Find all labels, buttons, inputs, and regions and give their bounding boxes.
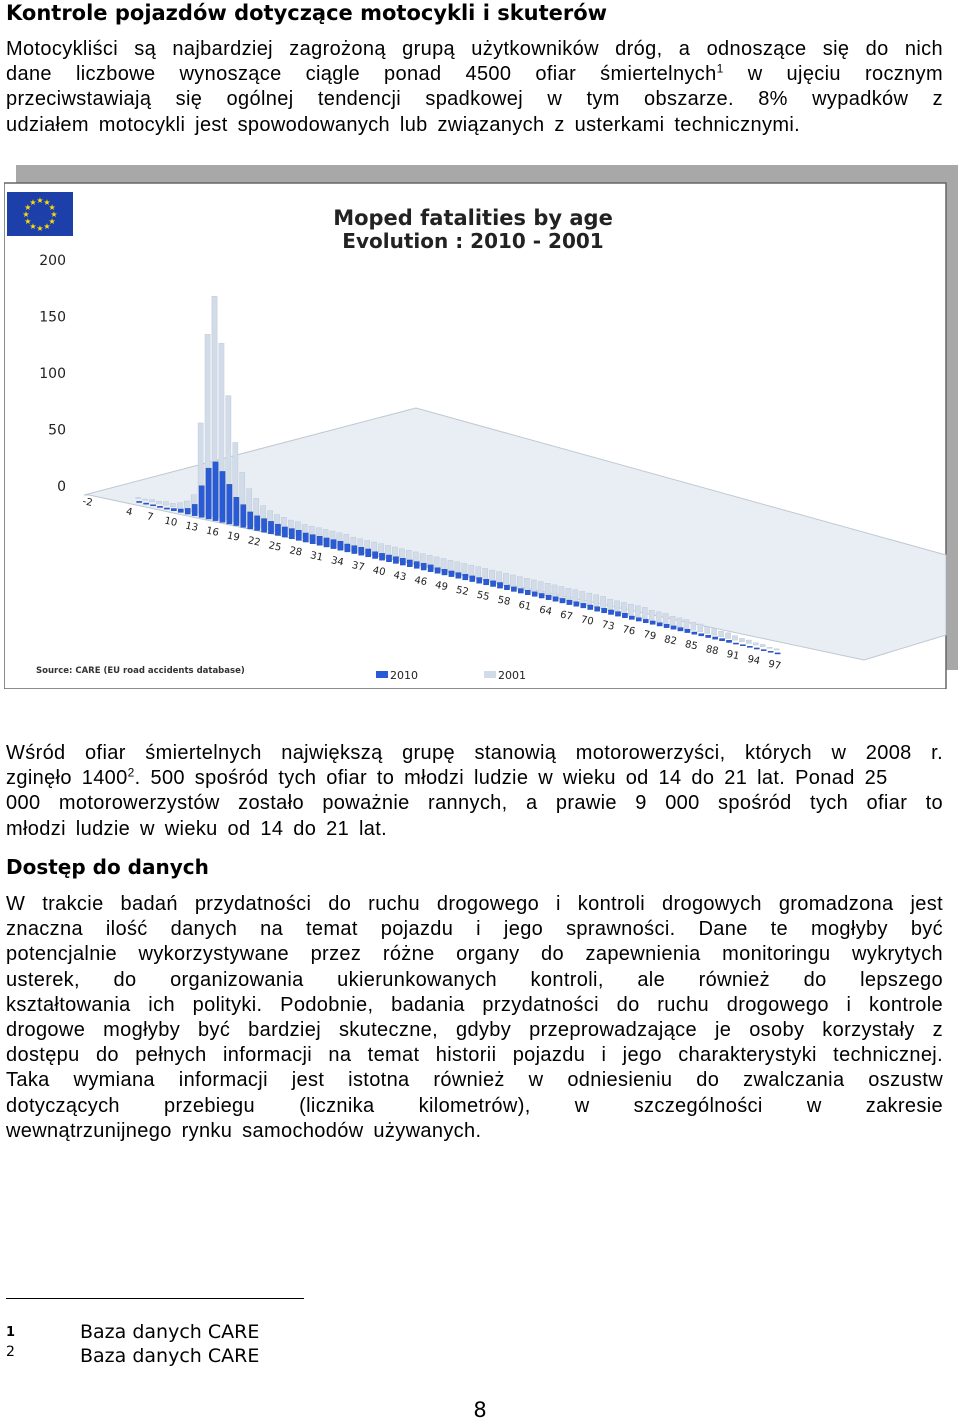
bar-2010: [345, 544, 350, 552]
bar-2010: [171, 508, 176, 510]
bar-2010: [664, 624, 669, 627]
bar-2010: [553, 597, 558, 602]
bar-2010: [546, 595, 551, 600]
bar-2001: [732, 636, 737, 641]
bar-2010: [164, 508, 169, 509]
bar-2010: [463, 574, 468, 580]
bar-2001: [545, 583, 550, 595]
bar-2010: [740, 645, 745, 646]
x-tick-label: 55: [475, 589, 491, 604]
bar-2010: [490, 581, 495, 587]
bar-2010: [470, 576, 475, 582]
bar-2001: [621, 602, 626, 613]
y-tick-label: 150: [39, 309, 66, 326]
eu-star: ★: [24, 203, 32, 212]
eu-star: ★: [24, 217, 32, 226]
bar-2010: [747, 646, 752, 647]
eu-star: ★: [43, 222, 51, 232]
x-tick-label: 67: [558, 609, 574, 623]
bar-2010: [636, 618, 641, 621]
bar-2010: [366, 549, 371, 557]
bar-2010: [511, 587, 516, 592]
bar-2001: [483, 568, 488, 580]
bar-2001: [649, 610, 654, 620]
text-line: przeciwstawiają się ogólnej tendencji spadkowej w tym obszarze. 8% wypadków z: [6, 88, 943, 111]
bar-2010: [352, 546, 357, 554]
bar-2010: [560, 598, 565, 603]
bar-2010: [504, 585, 509, 590]
bar-2010: [296, 530, 301, 540]
x-tick-label: 64: [538, 604, 553, 618]
bar-2001: [712, 628, 717, 635]
x-tick-label: 37: [350, 560, 366, 574]
bar-2010: [268, 521, 273, 533]
bar-2010: [608, 610, 613, 615]
bar-2001: [760, 644, 765, 646]
bar-2001: [524, 578, 529, 590]
x-tick-label: 4: [124, 506, 134, 519]
bar-2010: [602, 608, 607, 613]
bar-2010: [178, 509, 183, 512]
bar-2001: [587, 593, 592, 605]
x-tick-label: 61: [517, 599, 533, 613]
x-tick-label: 97: [767, 658, 782, 673]
eu-star: ★: [36, 224, 44, 233]
x-tick-label: 10: [163, 515, 179, 530]
bar-2001: [455, 562, 460, 574]
x-tick-label: 88: [704, 644, 720, 658]
data-access-paragraph: [6, 892, 943, 1144]
bar-2001: [614, 601, 619, 612]
x-tick-label: 16: [205, 525, 220, 539]
x-tick-label: 91: [725, 648, 741, 663]
bar-2001: [462, 563, 467, 575]
intro-paragraph: [6, 37, 943, 138]
bar-2010: [539, 594, 544, 599]
bar-2010: [525, 590, 530, 595]
page-title: Kontrole pojazdów dotyczące motocykli i skuterów: [6, 1, 608, 25]
bar-2010: [137, 501, 142, 502]
bar-2010: [484, 579, 489, 585]
x-tick-label: 70: [579, 614, 595, 628]
bar-2010: [477, 578, 482, 584]
bar-2010: [456, 573, 461, 579]
eu-star: ★: [29, 222, 37, 232]
x-tick-label: -2: [81, 496, 94, 509]
bar-2001: [601, 596, 606, 608]
bar-2010: [199, 486, 204, 518]
bar-2001: [753, 643, 758, 645]
bar-2010: [449, 571, 454, 577]
bar-2001: [538, 582, 543, 594]
bar-2010: [518, 589, 523, 594]
section-heading: Dostęp do danych: [6, 855, 209, 879]
legend-label-2010: 2010: [390, 669, 418, 682]
bar-2010: [386, 555, 391, 562]
bar-2010: [324, 538, 329, 547]
text-line: usterek, do organizowania ukierunkowanych kontroli, ale również do lepszego: [6, 968, 943, 991]
bar-2001: [705, 627, 710, 634]
bar-2010: [282, 527, 287, 537]
bar-2001: [573, 590, 578, 602]
bar-2001: [496, 572, 501, 584]
bar-2001: [656, 612, 661, 622]
text-line: drogowe mogłyby być bardziej skuteczne, gdyby przeprowadzające je osoby korzystały z: [6, 1019, 943, 1042]
bar-2010: [671, 626, 676, 629]
bar-2010: [261, 519, 266, 533]
text-line: dostępu do pełnych informacji na temat historii pojazdu i jego charakterystyki technicznej.: [6, 1044, 943, 1067]
bar-2001: [476, 567, 481, 579]
bar-2010: [317, 536, 322, 545]
page-number: 8: [473, 1398, 487, 1422]
chart-subtitle: Evolution : 2010 - 2001: [342, 229, 604, 253]
x-tick-label: 34: [329, 555, 345, 569]
bar-2010: [532, 592, 537, 597]
bar-2010: [373, 552, 378, 559]
footnote-ref: 1: [716, 61, 724, 76]
text-line: 000 motorowerzystów zostało poważnie rannych, a prawie 9 000 spośród tych ofiar to: [6, 792, 943, 815]
text-line: W trakcie badań przydatności do ruchu drogowego i kontroli drogowych gromadzona jest: [6, 893, 943, 915]
bar-2010: [289, 529, 294, 539]
bar-2010: [706, 635, 711, 637]
text-line: znaczna ilość danych na temat pojazdu i jego sprawności. Dane te mogłyby być: [6, 918, 943, 941]
footnote-text: Baza danych CARE: [80, 1321, 260, 1343]
bar-2010: [497, 582, 502, 588]
bar-2001: [156, 501, 161, 503]
bar-2010: [234, 497, 239, 525]
text-line: potencjalnie wykorzystywane przez różne organy do zapewnienia monitoringu wykrytych: [6, 943, 943, 966]
bar-2010: [615, 612, 620, 617]
bar-2001: [559, 587, 564, 599]
bar-2010: [678, 628, 683, 631]
bar-2001: [746, 640, 751, 643]
bar-2010: [393, 557, 398, 564]
text-line: Motocykliści są najbardziej zagrożoną grupą użytkowników dróg, a odnoszące się do nich: [6, 38, 943, 60]
bar-2010: [241, 505, 246, 528]
bar-2001: [677, 618, 682, 627]
bar-2010: [248, 512, 253, 529]
text-line: dotyczących przebiegu (licznika kilometrów), w szczególności w zakresie: [6, 1094, 943, 1117]
chart-source: Source: CARE (EU road accidents database): [36, 666, 245, 676]
bar-2010: [421, 563, 426, 570]
bar-2010: [303, 533, 308, 542]
x-tick-label: 31: [309, 550, 324, 564]
bar-2001: [594, 595, 599, 607]
bar-2001: [767, 647, 772, 648]
bar-2001: [635, 606, 640, 617]
x-tick-label: 22: [246, 535, 262, 549]
bar-2010: [331, 540, 336, 549]
y-tick-label: 200: [39, 253, 66, 269]
bar-2010: [400, 558, 405, 565]
bar-2010: [144, 503, 149, 504]
x-tick-label: 28: [288, 545, 304, 559]
bar-2010: [622, 613, 627, 618]
bar-2001: [739, 638, 744, 641]
eu-star: ★: [36, 196, 44, 205]
y-tick-label: 50: [48, 422, 66, 439]
bar-2001: [434, 557, 439, 569]
bar-2001: [517, 577, 522, 589]
x-tick-label: 13: [184, 520, 199, 534]
bar-2010: [359, 547, 364, 555]
legend-label-2001: 2001: [498, 669, 526, 682]
chart-svg: [4, 165, 958, 689]
bar-2001: [566, 588, 571, 600]
bar-2001: [552, 585, 557, 597]
bar-2001: [670, 616, 675, 625]
bar-2010: [275, 524, 280, 535]
x-tick-label: 19: [225, 530, 241, 544]
bar-2010: [310, 535, 315, 544]
bar-2010: [338, 541, 343, 550]
footnote-text: Baza danych CARE: [80, 1345, 260, 1367]
text-line: kształtowania ich polityki. Podobnie, badania przydatności do ruchu drogowego i kontrole: [6, 993, 943, 1016]
x-tick-label: 85: [683, 639, 699, 653]
bar-2010: [185, 508, 190, 514]
bar-2001: [531, 580, 536, 592]
bar-2001: [718, 631, 723, 637]
text-line: Taka wymiana informacji jest istotna również w odniesieniu do zwalczania oszustw: [6, 1069, 943, 1092]
bar-2010: [733, 643, 738, 644]
bar-2010: [761, 650, 766, 651]
bar-2001: [691, 622, 696, 630]
bar-2001: [136, 497, 141, 498]
bar-2001: [663, 613, 668, 623]
x-tick-label: 79: [642, 629, 657, 643]
bar-2001: [489, 570, 494, 582]
bar-2001: [441, 559, 446, 571]
bar-2010: [255, 516, 260, 531]
bar-2010: [775, 653, 780, 654]
footnote-separator: [6, 1298, 304, 1299]
bar-2010: [692, 632, 697, 634]
bar-2010: [206, 468, 211, 519]
eu-star: ★: [22, 210, 30, 219]
bar-2010: [428, 565, 433, 572]
bar-2001: [149, 500, 154, 502]
x-tick-label: 82: [663, 634, 678, 648]
bar-2001: [448, 560, 453, 572]
text-line: udziałem motocykli jest spowodowanych lub związanych z usterkami technicznymi.: [6, 113, 801, 136]
bar-2010: [379, 553, 384, 560]
text-line: wewnątrzunijnego rynku samochodów używanych.: [6, 1119, 482, 1142]
text-line: zginęło 1400$^2$. 500 spośród tych ofiar to młodzi ludzie w wieku od 14 do 21 lat. Ponad 25: [6, 765, 888, 790]
legend-swatch-2010: [376, 671, 388, 678]
bar-2001: [642, 607, 647, 618]
text-line: dane liczbowe wynoszące ciągle ponad 4500 ofiar śmiertelnych$^1$ w ujęciu rocznym: [6, 61, 943, 86]
eu-star: ★: [48, 203, 56, 212]
x-tick-label: 58: [496, 594, 512, 609]
x-tick-label: 43: [392, 569, 408, 584]
bar-2010: [699, 634, 704, 636]
bar-2010: [685, 629, 690, 632]
bar-2001: [607, 599, 612, 610]
x-tick-label: 40: [371, 565, 387, 579]
x-tick-label: 7: [145, 511, 155, 524]
bar-2001: [143, 499, 148, 500]
x-tick-label: 76: [621, 624, 637, 638]
bar-2010: [150, 505, 155, 506]
bar-2010: [192, 504, 197, 515]
moped-fatalities-chart: [4, 165, 958, 689]
bar-2001: [163, 502, 168, 505]
bar-2001: [469, 565, 474, 577]
text-line: Wśród ofiar śmiertelnych największą grupę stanowią motorowerzyści, których w 2008 r.: [6, 742, 943, 764]
x-tick-label: 94: [746, 653, 762, 668]
x-tick-label: 46: [413, 574, 428, 589]
eu-star: ★: [50, 210, 58, 219]
bar-2010: [442, 569, 447, 575]
bar-2010: [581, 603, 586, 608]
x-tick-label: 25: [267, 540, 283, 554]
y-tick-label: 100: [39, 366, 66, 382]
footnote-number: 2: [6, 1344, 15, 1360]
bar-2010: [657, 623, 662, 626]
x-tick-label: 52: [454, 584, 470, 599]
bar-2010: [157, 506, 162, 507]
bar-2010: [726, 640, 731, 642]
chart-title: Moped fatalities by age: [333, 206, 613, 230]
bar-2010: [414, 562, 419, 569]
bar-2001: [698, 624, 703, 632]
eu-flag: [7, 192, 73, 236]
bar-2010: [435, 568, 440, 574]
bar-2010: [595, 607, 600, 612]
bar-2001: [774, 649, 779, 650]
bar-2010: [407, 560, 412, 567]
bar-2001: [170, 503, 175, 506]
bar-2010: [650, 621, 655, 624]
eu-star: ★: [43, 197, 51, 207]
x-tick-label: 73: [600, 619, 616, 633]
footnote-ref: 2: [127, 765, 135, 780]
bar-2001: [580, 591, 585, 603]
bar-2010: [574, 602, 579, 607]
eu-star: ★: [48, 217, 56, 226]
x-tick-label: 49: [434, 579, 449, 594]
bar-2001: [510, 575, 515, 587]
motorcyclists-paragraph: [6, 741, 943, 842]
bar-2010: [754, 648, 759, 649]
bar-2001: [725, 633, 730, 639]
bar-2010: [213, 462, 218, 521]
bar-2010: [588, 605, 593, 610]
eu-star: ★: [29, 197, 37, 207]
bar-2010: [220, 471, 225, 522]
bar-2001: [177, 503, 182, 509]
y-tick-label: 0: [57, 479, 66, 495]
bar-2010: [629, 616, 634, 619]
bar-2010: [643, 619, 648, 622]
text-line: młodzi ludzie w wieku od 14 do 21 lat.: [6, 817, 388, 840]
bar-2010: [719, 639, 724, 641]
bar-2010: [567, 600, 572, 605]
bar-2010: [768, 651, 773, 652]
legend-swatch-2001: [484, 671, 496, 678]
bar-2001: [503, 573, 508, 585]
bar-2001: [628, 604, 633, 615]
bar-2010: [713, 637, 718, 639]
bar-2001: [684, 620, 689, 629]
bar-2010: [227, 484, 232, 524]
footnote-number: 1: [6, 1325, 16, 1340]
